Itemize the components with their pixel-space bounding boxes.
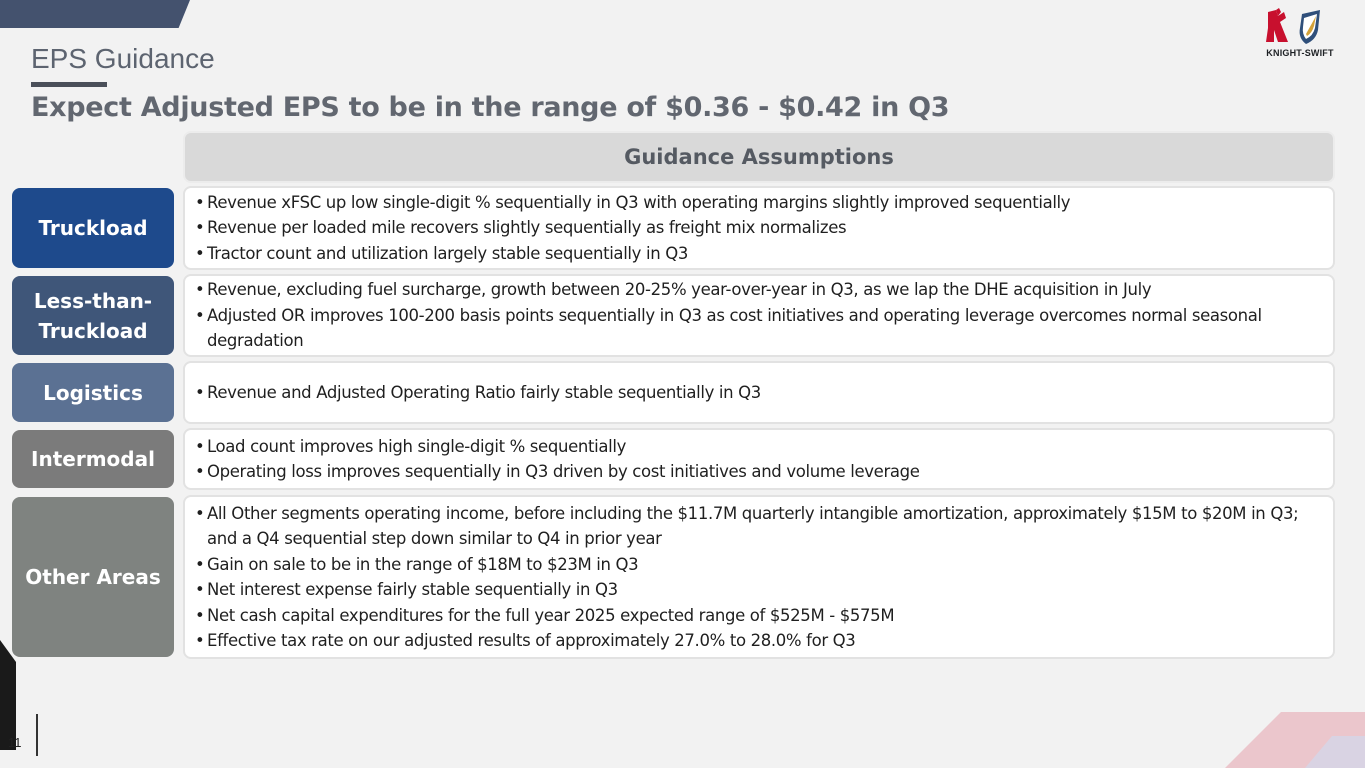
bullet-item: • Adjusted OR improves 100-200 basis points sequentially in Q3 as cost initiatives and operating leverage overcomes normal seasonal degradation xyxy=(195,305,1262,351)
bullet-item: • Revenue per loaded mile recovers slightly sequentially as freight mix normalizes xyxy=(195,218,847,238)
bullet-item: • Net interest expense fairly stable sequentially in Q3 xyxy=(195,580,618,599)
bullet-item: • Net cash capital expenditures for the full year 2025 expected range of $525M - $575M xyxy=(195,605,895,625)
segment-label-less-than-truckload: Less-than-Truckload xyxy=(12,276,174,355)
decorative-left-bar xyxy=(0,640,16,750)
segment-label-logistics: Logistics xyxy=(12,363,174,422)
bullet-item: • All Other segments operating income, before including the $11.7M quarterly intangible amortization, approximately $15M to $20M in Q3; and a Q4 sequential step down similar to Q4 in prior year xyxy=(195,503,1299,548)
bullet-item: • Operating loss improves sequentially in Q3 driven by cost initiatives and volume leverage xyxy=(195,462,920,481)
bullet-item: • Revenue, excluding fuel surcharge, growth between 20-25% year-over-year in Q3, as we lap the DHE acquisition in July xyxy=(195,280,1152,300)
bullet-item: • Gain on sale to be in the range of $18M to $23M in Q3 xyxy=(195,554,639,574)
segment-box-less-than-truckload xyxy=(183,274,1335,357)
slide-number-divider xyxy=(36,714,38,756)
page-title: EPS Guidance xyxy=(31,43,215,74)
bullet-item: • Load count improves high single-digit % sequentially xyxy=(195,436,626,456)
segment-box-logistics xyxy=(183,361,1335,424)
bullet-item: • Revenue and Adjusted Operating Ratio fairly stable sequentially in Q3 xyxy=(195,382,761,402)
segment-box-intermodal xyxy=(183,428,1335,490)
segment-box-other-areas xyxy=(183,495,1335,659)
logo-wordmark: KNIGHT-SWIFT xyxy=(1266,48,1334,58)
slide-number: 11 xyxy=(8,735,22,750)
title-underline xyxy=(31,82,107,87)
segment-label-truckload: Truckload xyxy=(12,188,174,268)
segment-label-other-areas: Other Areas xyxy=(12,497,174,657)
segment-label-intermodal: Intermodal xyxy=(12,430,174,488)
guidance-assumptions-header: Guidance Assumptions xyxy=(183,131,1335,183)
bullet-item: • Revenue xFSC up low single-digit % sequentially in Q3 with operating margins slightly improved sequentially xyxy=(195,192,1071,212)
headline: Expect Adjusted EPS to be in the range of $0.36 - $0.42 in Q3 xyxy=(31,92,950,123)
segment-box-truckload xyxy=(183,186,1335,270)
decorative-top-banner xyxy=(0,0,190,28)
bullet-item: • Effective tax rate on our adjusted results of approximately 27.0% to 28.0% for Q3 xyxy=(195,631,856,650)
bullet-item: • Tractor count and utilization largely stable sequentially in Q3 xyxy=(195,243,688,263)
